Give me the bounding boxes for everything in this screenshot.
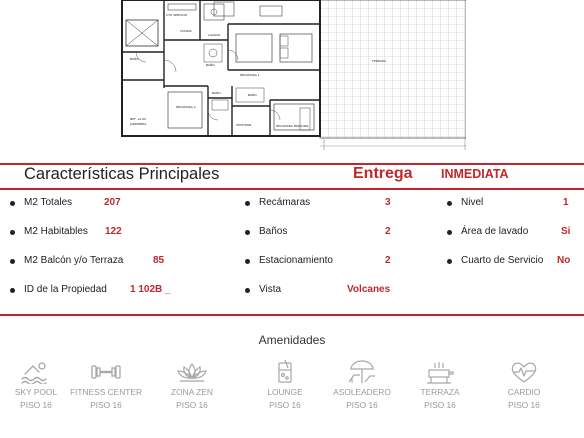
heart-pulse-icon xyxy=(507,360,541,384)
lotus-icon xyxy=(175,360,209,384)
bullet-icon xyxy=(10,201,15,206)
feature-label: Vista xyxy=(259,284,282,295)
amenity-cardio xyxy=(484,360,564,410)
feature-value: 122 xyxy=(105,226,122,237)
bullet-icon xyxy=(245,230,250,235)
features-header xyxy=(0,164,584,188)
amenity-floor: PISO 16 xyxy=(346,400,378,410)
bullet-icon xyxy=(10,288,15,293)
feature-m2-habitables xyxy=(10,225,210,254)
plan-label-vestidor: VESTIDOR xyxy=(236,123,252,127)
feature-m2-balcon-terraza xyxy=(10,254,210,283)
drink-glass-icon xyxy=(268,360,302,384)
section-title: Características Principales xyxy=(24,165,220,183)
feature-label: Nivel xyxy=(461,197,484,208)
plan-label-cocina: COCINA xyxy=(180,29,192,33)
plan-label-terraza: TERRAZA xyxy=(372,59,386,63)
bullet-icon xyxy=(447,259,452,264)
bullet-icon xyxy=(245,201,250,206)
plan-label-npt: NPT +0.00 xyxy=(130,117,147,121)
feature-value: Volcanes xyxy=(347,284,391,295)
amenity-lounge xyxy=(245,360,325,410)
bullet-icon xyxy=(447,201,452,206)
bullet-icon xyxy=(10,230,15,235)
grill-icon xyxy=(423,360,457,384)
umbrella-lounger-icon xyxy=(345,360,379,384)
bullet-icon xyxy=(245,288,250,293)
amenity-fitness-center xyxy=(66,360,146,410)
plan-label-lavado: LAVADO xyxy=(208,33,221,37)
feature-value: 2 xyxy=(385,255,391,266)
amenity-terraza xyxy=(400,360,480,410)
feature-id-propiedad xyxy=(10,283,210,312)
feature-cuarto-servicio xyxy=(447,254,577,283)
feature-label: Área de lavado xyxy=(461,226,529,237)
amenity-name: FITNESS CENTER xyxy=(69,387,143,397)
dumbbell-icon xyxy=(89,360,123,384)
swimmer-icon xyxy=(19,360,53,384)
amenity-zona-zen xyxy=(152,360,232,410)
plan-label-jardinera: JARDINERA xyxy=(130,122,147,126)
feature-value: Si xyxy=(561,226,571,237)
feature-label: M2 Habitables xyxy=(24,226,88,237)
amenity-name: ASOLEADERO xyxy=(333,387,391,397)
plan-label-bano-2: BAÑO xyxy=(206,63,215,67)
feature-value: 207 xyxy=(104,197,121,208)
feature-value: 1 xyxy=(563,197,569,208)
feature-estacionamiento xyxy=(245,254,405,283)
amenity-name: ZONA ZEN xyxy=(171,387,213,397)
amenity-name: LOUNGE xyxy=(267,387,303,397)
feature-recamaras xyxy=(245,196,405,225)
feature-label: Cuarto de Servicio xyxy=(461,255,544,266)
features-column-3 xyxy=(447,196,577,283)
bullet-icon xyxy=(10,259,15,264)
bottom-divider xyxy=(0,314,584,316)
amenity-floor: PISO 16 xyxy=(176,400,208,410)
feature-area-lavado xyxy=(447,225,577,254)
amenity-name: TERRAZA xyxy=(420,387,460,397)
bullet-icon xyxy=(447,230,452,235)
amenity-floor: PISO 16 xyxy=(508,400,540,410)
feature-value: 3 xyxy=(385,197,391,208)
amenity-name: SKY POOL xyxy=(14,387,58,397)
feature-value: 1 102B _ xyxy=(130,284,171,295)
feature-label: M2 Balcón y/o Terraza xyxy=(24,255,124,266)
feature-label: ID de la Propiedad xyxy=(24,284,107,295)
amenity-floor: PISO 16 xyxy=(424,400,456,410)
feature-vista xyxy=(245,283,405,312)
plan-label-bano-4: BAÑO xyxy=(248,93,257,97)
feature-value: 2 xyxy=(385,226,391,237)
feature-label: M2 Totales xyxy=(24,197,73,208)
features-column-2 xyxy=(245,196,405,312)
plan-label-bano-3: BAÑO xyxy=(212,91,221,95)
feature-value: 85 xyxy=(153,255,165,266)
feature-nivel xyxy=(447,196,577,225)
floor-plan xyxy=(120,0,466,158)
plan-label-recamara-principal: RECÁMARA PRINCIPAL xyxy=(276,124,310,128)
plan-label-recamara-1: RECÁMARA 1 xyxy=(240,73,260,77)
features-column-1 xyxy=(10,196,210,312)
entrega-label: Entrega xyxy=(353,165,413,182)
feature-value: No xyxy=(557,255,571,266)
feature-banos xyxy=(245,225,405,254)
feature-label: Baños xyxy=(259,226,288,237)
amenity-floor: PISO 16 xyxy=(269,400,301,410)
amenity-asoleadero xyxy=(322,360,402,410)
plan-label-recamara-2: RECÁMARA 2 xyxy=(176,105,196,109)
entrega-value: INMEDIATA xyxy=(441,167,509,181)
feature-label: Estacionamiento xyxy=(259,255,333,266)
amenity-sky-pool xyxy=(0,360,76,410)
header-divider xyxy=(0,188,584,190)
plan-label-cto-servicio: CTO SERVICIO xyxy=(166,13,188,17)
feature-m2-totales xyxy=(10,196,210,225)
amenity-name: CARDIO xyxy=(507,387,541,397)
amenity-floor: PISO 16 xyxy=(20,400,52,410)
plan-label-bano-1: BAÑO xyxy=(130,57,139,61)
bullet-icon xyxy=(245,259,250,264)
amenities-title: Amenidades xyxy=(258,333,326,347)
amenity-floor: PISO 16 xyxy=(90,400,122,410)
feature-label: Recámaras xyxy=(259,197,311,208)
